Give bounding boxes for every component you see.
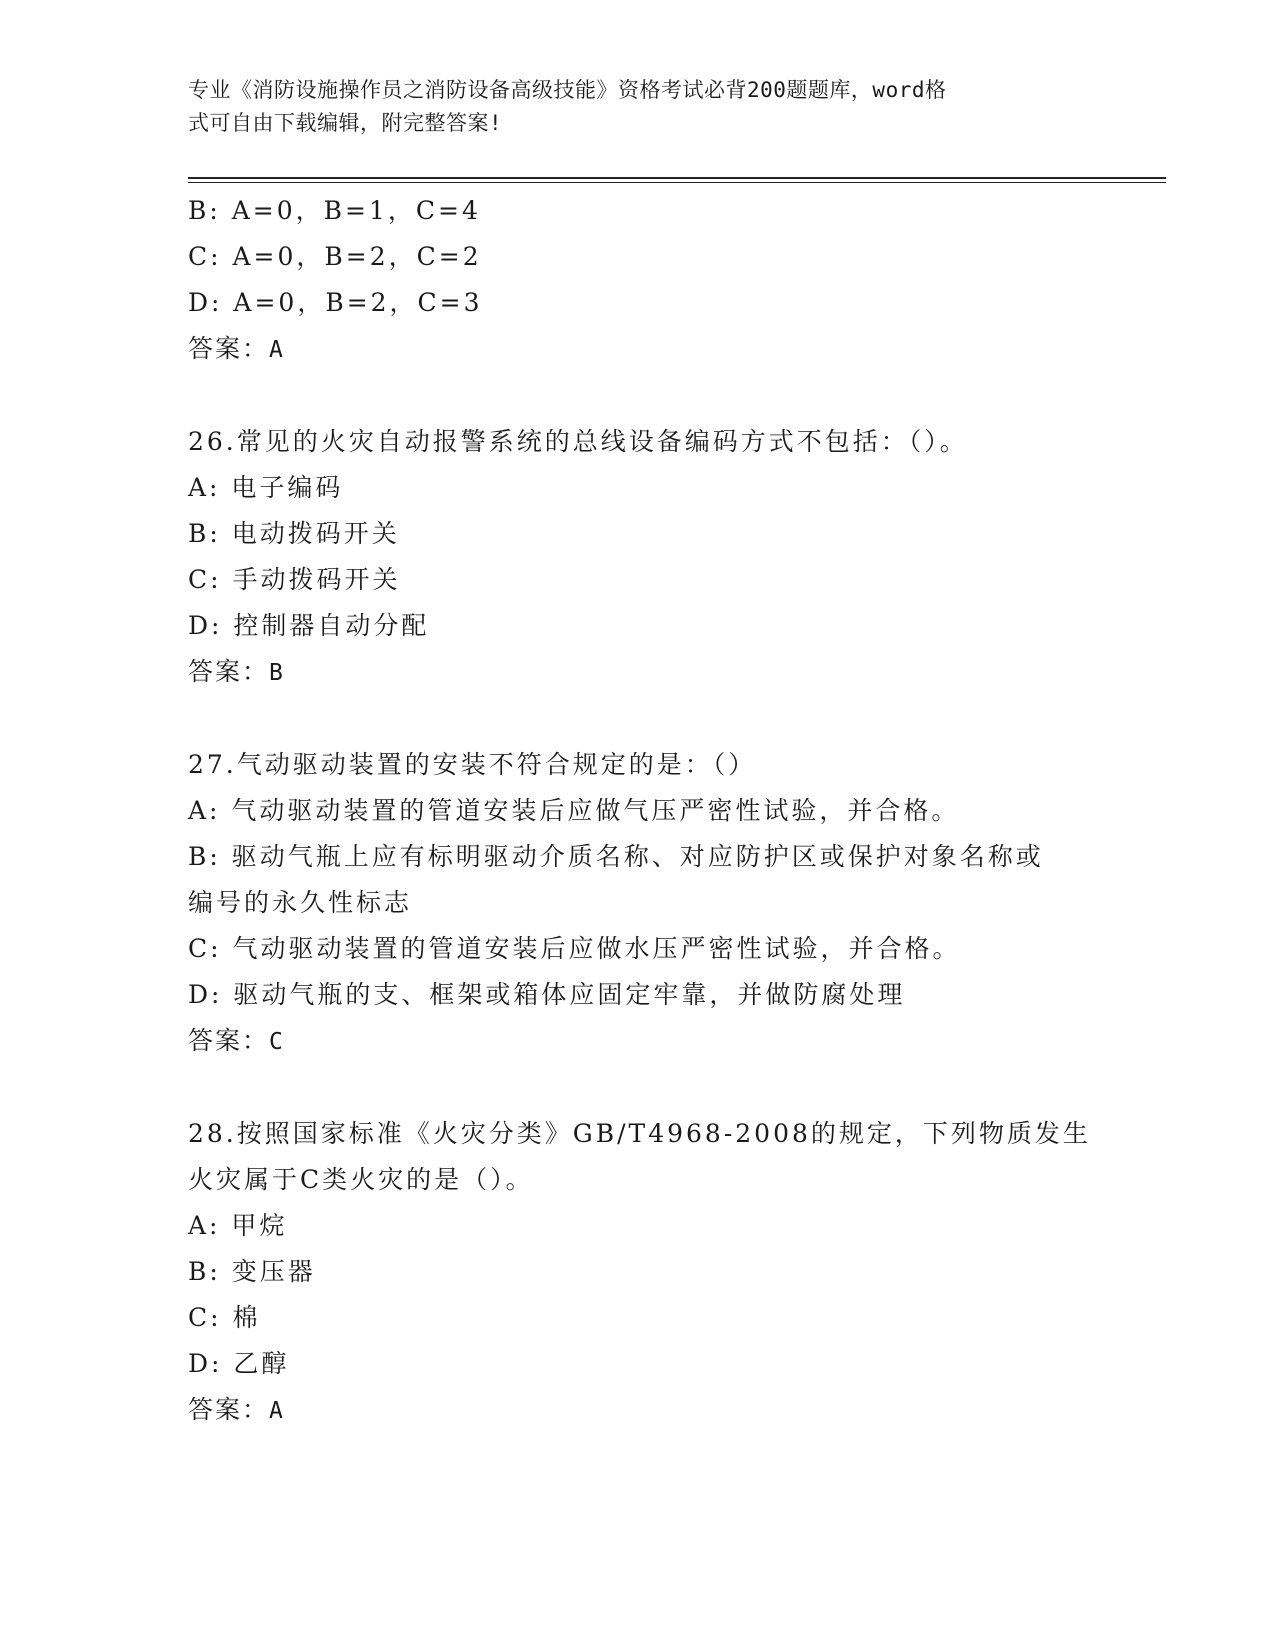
option-b: B: 变压器: [188, 1257, 316, 1286]
option-c: C: A=0，B=2，C=2: [188, 242, 482, 271]
answer-label: 答案：: [188, 657, 270, 686]
answer-line: [188, 1387, 1088, 1434]
question-stem: 27.气动驱动装置的安装不符合规定的是：（）: [188, 750, 757, 779]
option-a: A: 气动驱动装置的管道安装后应做气压严密性试验，并合格。: [188, 796, 960, 825]
answer-value: A: [269, 337, 285, 363]
question-list: [188, 188, 1091, 1434]
question-stem: 28.按照国家标准《火灾分类》GB/T4968-2008的规定，下列物质发生: [188, 1119, 1091, 1148]
question-27: [188, 742, 1088, 1065]
option-b: B: A=0，B=1，C=4: [188, 196, 481, 225]
answer-value: A: [269, 1398, 285, 1424]
header-divider-thin: [188, 182, 1166, 183]
option-b-continued: 编号的永久性标志: [188, 888, 413, 917]
question-stem: 26.常见的火灾自动报警系统的总线设备编码方式不包括：（）。: [188, 427, 968, 456]
answer-line: [188, 649, 1088, 696]
option-c: C: 气动驱动装置的管道安装后应做水压严密性试验，并合格。: [188, 934, 961, 963]
option-d: D: 驱动气瓶的支、框架或箱体应固定牢靠，并做防腐处理: [188, 980, 906, 1009]
question-25-tail: [188, 188, 1088, 373]
question-26: [188, 419, 1088, 696]
option-c: C: 手动拨码开关: [188, 565, 401, 594]
option-d: D: A=0，B=2，C=3: [188, 288, 483, 317]
answer-label: 答案：: [188, 1026, 270, 1055]
answer-value: B: [269, 660, 285, 686]
answer-value: C: [269, 1029, 285, 1055]
option-a: A: 甲烷: [188, 1211, 288, 1240]
question-28: [188, 1111, 1091, 1434]
option-a: A: 电子编码: [188, 473, 344, 502]
answer-label: 答案：: [188, 1395, 270, 1424]
header-line-1: 专业《消防设施操作员之消防设备高级技能》资格考试必背200题题库，word格: [188, 78, 947, 102]
option-b: B: 驱动气瓶上应有标明驱动介质名称、对应防护区或保护对象名称或: [188, 842, 1044, 871]
answer-line: [188, 326, 1088, 373]
document-header: [188, 74, 1088, 140]
answer-label: 答案：: [188, 334, 270, 363]
answer-line: [188, 1018, 1088, 1065]
question-stem-continued: 火灾属于C类火灾的是（）。: [188, 1165, 534, 1194]
header-line-2: 式可自由下载编辑，附完整答案!: [188, 111, 503, 135]
option-d: D: 乙醇: [188, 1349, 290, 1378]
option-c: C: 棉: [188, 1303, 261, 1332]
option-b: B: 电动拨码开关: [188, 519, 400, 548]
header-divider: [188, 177, 1166, 179]
option-d: D: 控制器自动分配: [188, 611, 430, 640]
